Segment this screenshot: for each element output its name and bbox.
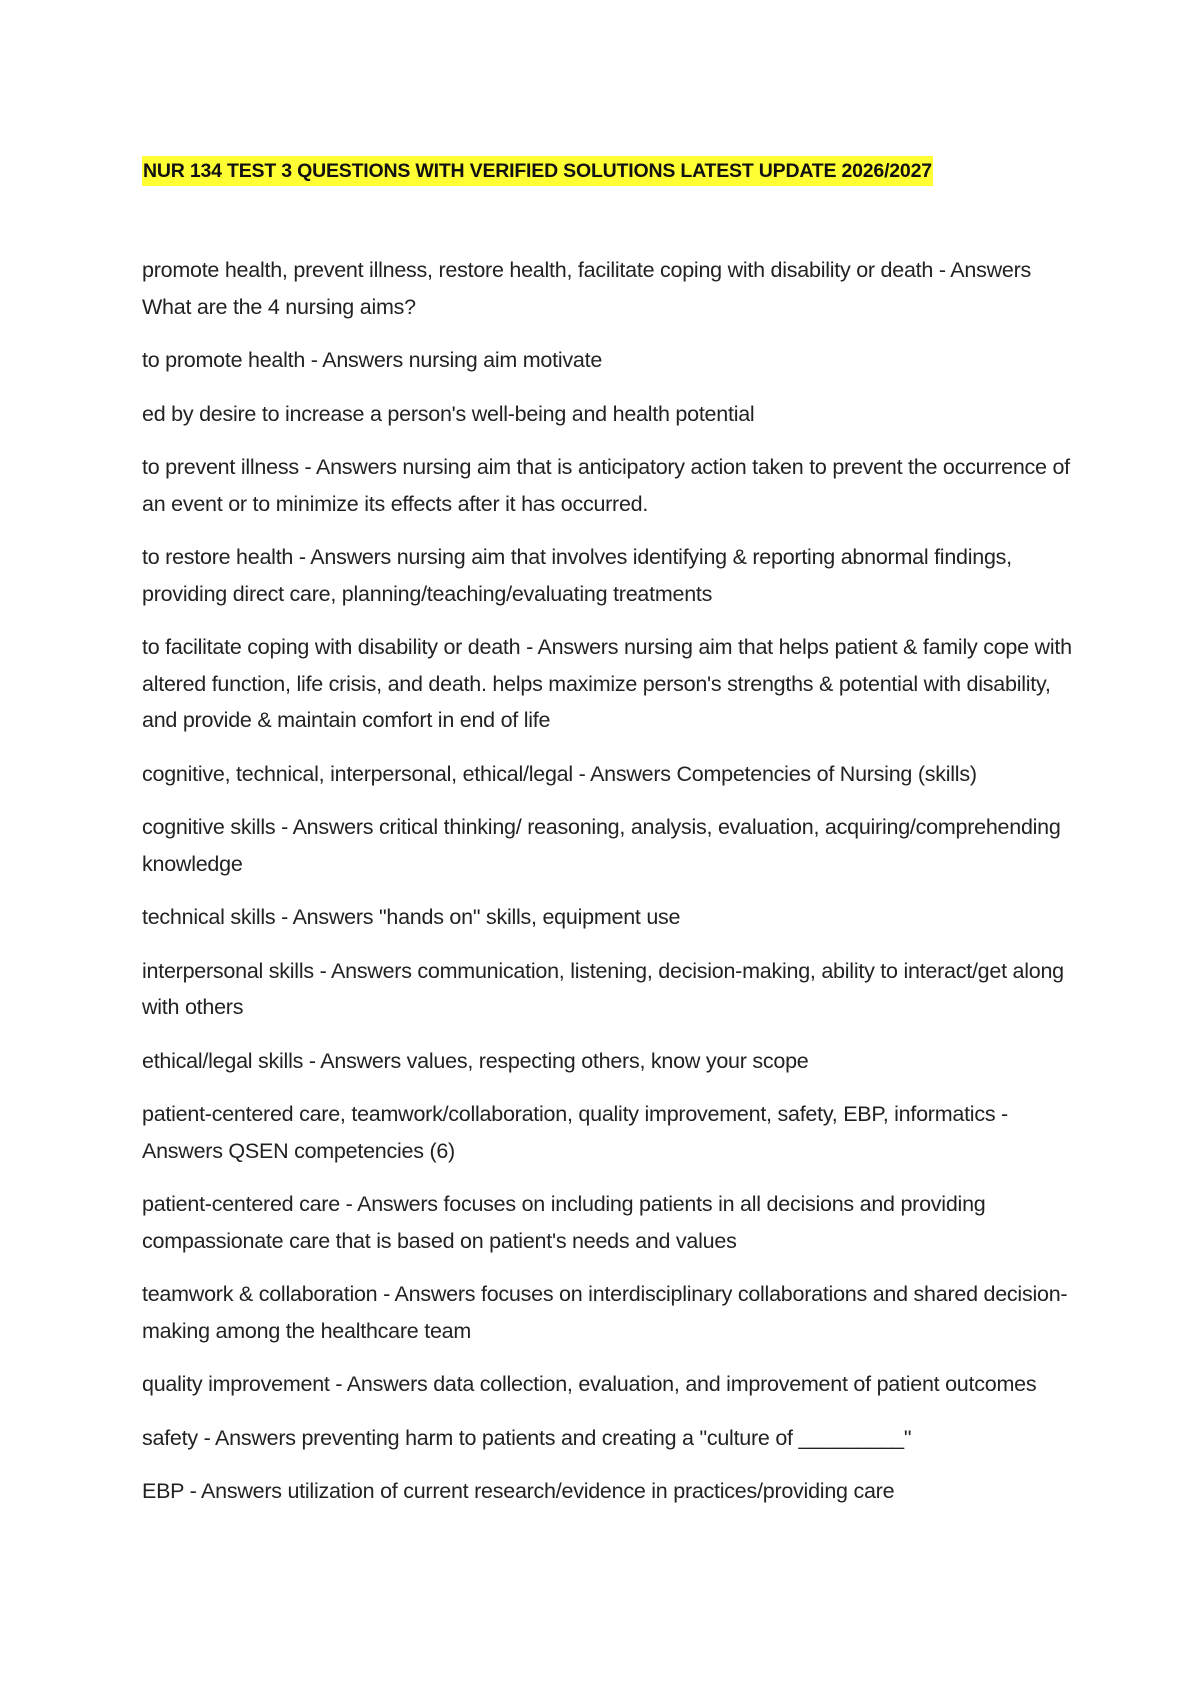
qa-entry: teamwork & collaboration - Answers focuses on interdisciplinary collaborations and shared decision-making among the healthcare team (142, 1282, 1068, 1343)
qa-entry: to promote health - Answers nursing aim motivate (142, 348, 603, 372)
document-body (142, 156, 1082, 1527)
qa-entry: patient-centered care - Answers focuses on including patients in all decisions and providing compassionate care that is based on patient's needs and values (142, 1192, 986, 1253)
qa-entry: technical skills - Answers "hands on" skills, equipment use (142, 905, 681, 929)
qa-entry: patient-centered care, teamwork/collaboration, quality improvement, safety, EBP, informatics - Answers QSEN competencies (6) (142, 1102, 1008, 1163)
qa-entry: cognitive, technical, interpersonal, ethical/legal - Answers Competencies of Nursing (skills) (142, 761, 977, 786)
qa-entry: to prevent illness - Answers nursing aim that is anticipatory action taken to prevent the occurrence of an event or to minimize its effects after it has occurred. (142, 455, 1070, 516)
qa-entry: quality improvement - Answers data collection, evaluation, and improvement of patient outcomes (142, 1372, 1037, 1396)
qa-entry: cognitive skills - Answers critical thinking/ reasoning, analysis, evaluation, acquiring/comprehending knowledge (142, 815, 1061, 876)
qa-entry: ethical/legal skills - Answers values, respecting others, know your scope (142, 1048, 809, 1073)
qa-entry: safety - Answers preventing harm to patients and creating a "culture of _________" (142, 1425, 912, 1450)
qa-entry: promote health, prevent illness, restore health, facilitate coping with disability or death - Answers What are the 4 nursing aims? (142, 258, 1031, 319)
qa-entry: EBP - Answers utilization of current research/evidence in practices/providing care (142, 1479, 895, 1503)
qa-entry: ed by desire to increase a person's well-being and health potential (142, 401, 755, 426)
qa-list (142, 252, 1082, 1510)
qa-entry: to restore health - Answers nursing aim that involves identifying & reporting abnormal findings, providing direct care, planning/teaching/evaluating treatments (142, 545, 1012, 606)
qa-entry: to facilitate coping with disability or death - Answers nursing aim that helps patient & family cope with altered function, life crisis, and death. helps maximize person's strengths & potential with disability, and provide & maintain comfort in end of life (142, 635, 1072, 732)
qa-entry: interpersonal skills - Answers communication, listening, decision-making, ability to interact/get along with others (142, 958, 1064, 1019)
document-title: NUR 134 TEST 3 QUESTIONS WITH VERIFIED SOLUTIONS LATEST UPDATE 2026/2027 (142, 156, 933, 186)
